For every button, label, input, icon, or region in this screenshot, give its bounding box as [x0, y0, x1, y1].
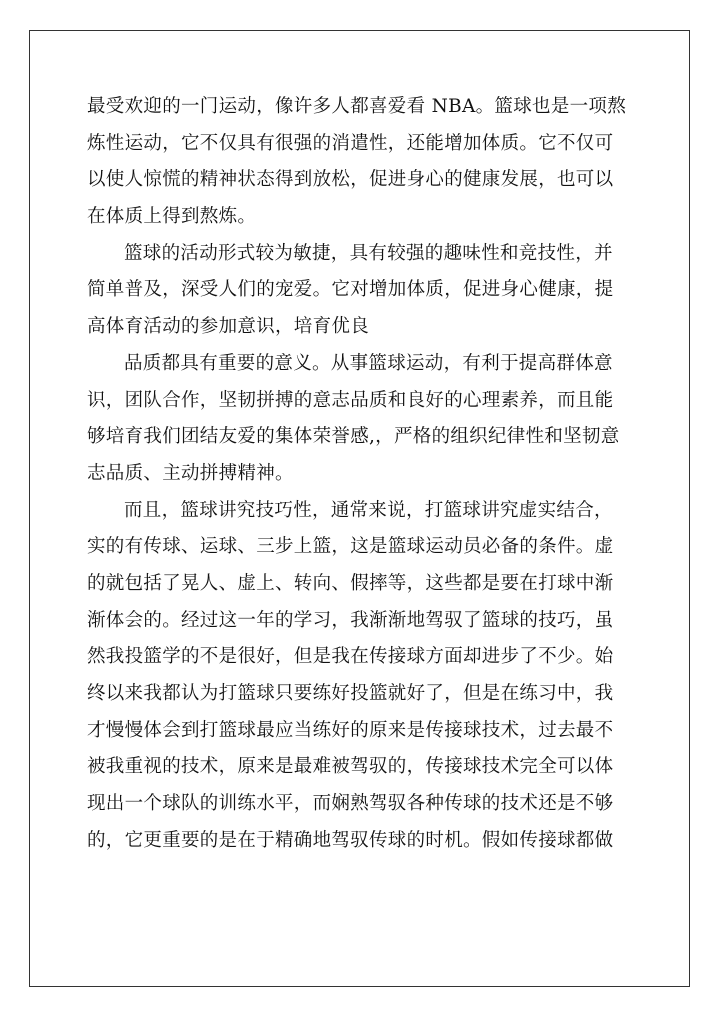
text-line: 实的有传球、运球、三步上篮，这是篮球运动员必备的条件。虚 — [87, 536, 614, 558]
text-line: 够培育我们团结友爱的集体荣誉感,，严格的组织纪律性和坚韧意 — [87, 426, 620, 448]
text-line: 高体育活动的参加意识，培育优良 — [87, 316, 370, 338]
text-line: 的就包括了晃人、虚上、转向、假摔等，这些都是要在打球中渐 — [87, 572, 614, 594]
text-line: 渐体会的。经过这一年的学习，我渐渐地驾驭了篮球的技巧，虽 — [87, 609, 614, 631]
text-line: 最受欢迎的一门运动，像许多人都喜爱看 NBA。篮球也是一项熬 — [87, 96, 627, 117]
text-line: 志品质、主动拼搏精神。 — [87, 462, 294, 484]
text-line: 炼性运动，它不仅具有很强的消遣性，还能增加体质。它不仅可 — [87, 132, 614, 154]
text-line: 识，团队合作，坚韧拼搏的意志品质和良好的心理素养，而且能 — [87, 389, 614, 411]
text-line: 现出一个球队的训练水平，而娴熟驾驭各种传球的技术还是不够 — [87, 793, 614, 815]
text-line: 以使人惊慌的精神状态得到放松，促进身心的健康发展，也可以 — [87, 169, 614, 191]
text-line: 然我投篮学的不是很好，但是我在传接球方面却进步了不少。始 — [87, 646, 614, 668]
text-line: 才慢慢体会到打篮球最应当练好的原来是传接球技术，过去最不 — [87, 719, 614, 741]
text-line: 的，它更重要的是在于精确地驾驭传球的时机。假如传接球都做 — [87, 829, 614, 851]
text-line: 而且，篮球讲究技巧性，通常来说，打篮球讲究虚实结合， — [124, 499, 613, 521]
text-line: 被我重视的技术，原来是最难被驾驭的，传接球技术完全可以体 — [87, 756, 614, 778]
text-line: 简单普及，深受人们的宠爱。它对增加体质，促进身心健康，提 — [87, 279, 614, 301]
text-line: 品质都具有重要的意义。从事篮球运动，有利于提高群体意 — [124, 352, 613, 374]
text-line: 终以来我都认为打篮球只要练好投篮就好了，但是在练习中，我 — [87, 683, 614, 704]
text-line: 在体质上得到熬炼。 — [87, 206, 257, 228]
document-body — [87, 89, 635, 859]
text-line: 篮球的活动形式较为敏捷，具有较强的趣味性和竞技性，并 — [124, 242, 613, 264]
